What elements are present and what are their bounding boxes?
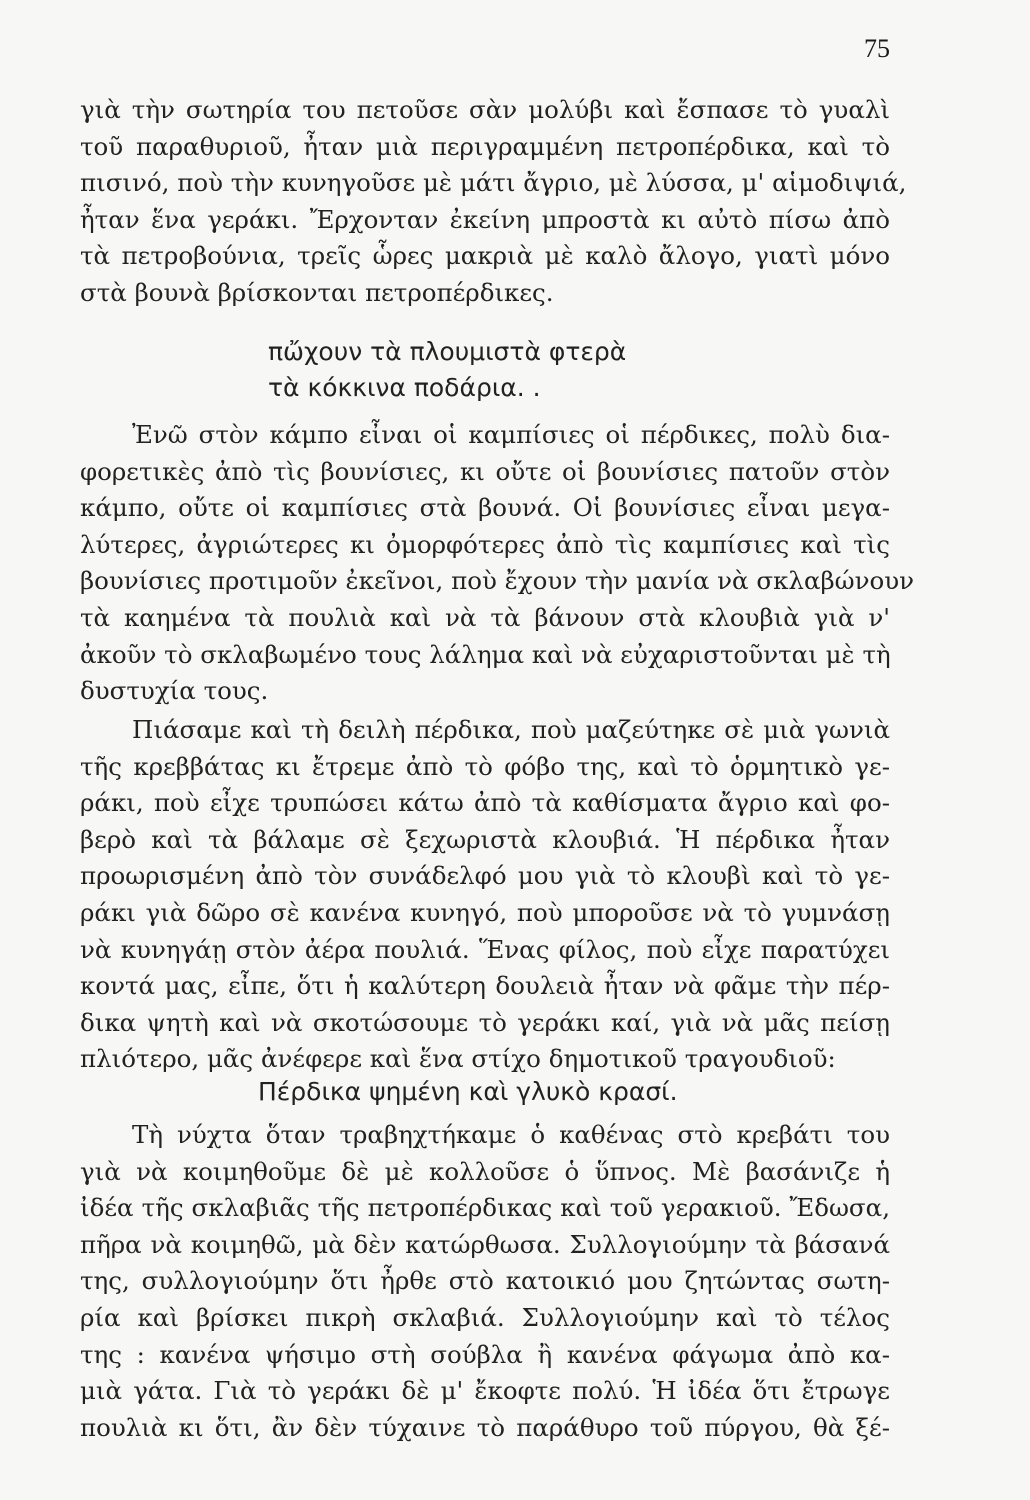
text-line: ράκι, ποὺ εἶχε τρυπώσει κάτω ἀπὸ τὰ καθίσματα ἄγριο καὶ φο- xyxy=(80,788,890,818)
text-line: προωρισμένη ἀπὸ τὸν συνάδελφό μου γιὰ τὸ κλουβὶ καὶ τὸ γε- xyxy=(80,861,890,891)
verse-line: τὰ κόκκινα ποδάρια. . xyxy=(268,373,541,402)
text-line: της, συλλογιούμην ὅτι ἦρθε στὸ κατοικιό μου ζητώντας σωτη- xyxy=(80,1266,890,1296)
page-number: 75 xyxy=(864,34,890,63)
text-line: πῆρα νὰ κοιμηθῶ, μὰ δὲν κατώρθωσα. Συλλογιούμην τὰ βάσανά xyxy=(80,1229,890,1259)
text-line: βερὸ καὶ τὰ βάλαμε σὲ ξεχωριστὰ κλουβιά. Ἡ πέρδικα ἦταν xyxy=(80,824,890,854)
verse-line: Πέρδικα ψημένη καὶ γλυκὸ κρασί. xyxy=(258,1077,678,1106)
text-line: ἰδέα τῆς σκλαβιᾶς τῆς πετροπέρδικας καὶ τοῦ γερακιοῦ. Ἔδωσα, xyxy=(80,1193,890,1223)
text-line: λύτερες, ἀγριώτερες κι ὀμορφότερες ἀπὸ τὶς καμπίσιες καὶ τὶς xyxy=(80,529,890,559)
text-line: πισινό, ποὺ τὴν κυνηγοῦσε μὲ μάτι ἄγριο, μὲ λύσσα, μ' αἱμοδιψιά, xyxy=(80,168,907,198)
text-line: της : κανένα ψήσιμο στὴ σούβλα ἢ κανένα φάγωμα ἀπὸ κα- xyxy=(80,1339,890,1369)
text-line: στὰ βουνὰ βρίσκονται πετροπέρδικες. xyxy=(80,277,554,307)
text-line: ρία καὶ βρίσκει πικρὴ σκλαβιά. Συλλογιούμην καὶ τὸ τέλος xyxy=(80,1302,890,1332)
text-line: Πιάσαμε καὶ τὴ δειλὴ πέρδικα, ποὺ μαζεύτηκε σὲ μιὰ γωνιὰ xyxy=(132,715,890,744)
text-line: τὰ καημένα τὰ πουλιὰ καὶ νὰ τὰ βάνουν στὰ κλουβιὰ γιὰ ν' xyxy=(80,602,890,632)
text-line: δικα ψητὴ καὶ νὰ σκοτώσουμε τὸ γεράκι καί, γιὰ νὰ μᾶς πείσῃ xyxy=(80,1007,890,1037)
text-line: τὰ πετροβούνια, τρεῖς ὧρες μακριὰ μὲ καλὸ ἄλογο, γιατὶ μόνο xyxy=(80,241,890,271)
text-line: πλιότερο, μᾶς ἀνέφερε καὶ ἕνα στίχο δημοτικοῦ τραγουδιοῦ: xyxy=(80,1044,836,1074)
paragraph-1 xyxy=(80,92,907,312)
text-line: τῆς κρεββάτας κι ἔτρεμε ἀπὸ τὸ φόβο της, καὶ τὸ ὁρμητικὸ γε- xyxy=(80,751,890,781)
text-line: Ἐνῶ στὸν κάμπο εἶναι οἱ καμπίσιες οἱ πέρδικες, πολὺ δια- xyxy=(132,420,890,449)
text-line: πουλιὰ κι ὅτι, ἂν δὲν τύχαινε τὸ παράθυρο τοῦ πύργου, θὰ ξέ- xyxy=(80,1412,890,1442)
text-line: μιὰ γάτα. Γιὰ τὸ γεράκι δὲ μ' ἔκοφτε πολύ. Ἡ ἰδέα ὅτι ἔτρωγε xyxy=(80,1376,890,1406)
paragraph-2 xyxy=(80,417,915,710)
text-line: τοῦ παραθυριοῦ, ἦταν μιὰ περιγραμμένη πετροπέρδικα, καὶ τὸ xyxy=(80,131,890,161)
text-line: κάμπο, οὔτε οἱ καμπίσιες στὰ βουνά. Οἱ βουνίσιες εἶναι μεγα- xyxy=(80,493,890,523)
text-line: δυστυχία τους. xyxy=(80,676,269,706)
paragraph-4 xyxy=(80,1117,890,1446)
text-line: ἦταν ἕνα γεράκι. Ἔρχονταν ἐκείνη μπροστὰ κι αὐτὸ πίσω ἀπὸ xyxy=(80,204,890,234)
text-line: γιὰ τὴν σωτηρία του πετοῦσε σὰν μολύβι καὶ ἔσπασε τὸ γυαλὶ xyxy=(80,95,890,124)
verse-line: πὤχουν τὰ πλουμιστὰ φτερὰ xyxy=(268,337,627,366)
text-line: ἀκοῦν τὸ σκλαβωμένο τους λάλημα καὶ νὰ εὐχαριστοῦνται μὲ τὴ xyxy=(80,639,891,669)
text-line: βουνίσιες προτιμοῦν ἐκεῖνοι, ποὺ ἔχουν τὴν μανία νὰ σκλαβώνουν xyxy=(80,566,915,596)
text-line: νὰ κυνηγάῃ στὸν ἀέρα πουλιά. Ἕνας φίλος, ποὺ εἶχε παρατύχει xyxy=(80,934,890,964)
text-line: κοντά μας, εἶπε, ὅτι ἡ καλύτερη δουλειὰ ἦταν νὰ φᾶμε τὴν πέρ- xyxy=(80,971,890,1001)
paragraph-3 xyxy=(80,712,890,1078)
text-line: γιὰ νὰ κοιμηθοῦμε δὲ μὲ κολλοῦσε ὁ ὕπνος. Μὲ βασάνιζε ἡ xyxy=(80,1156,890,1186)
text-line: Τὴ νύχτα ὅταν τραβηχτήκαμε ὁ καθένας στὸ κρεβάτι του xyxy=(132,1120,890,1149)
text-line: ράκι γιὰ δῶρο σὲ κανένα κυνηγό, ποὺ μποροῦσε νὰ τὸ γυμνάσῃ xyxy=(80,897,890,927)
text-line: φορετικὲς ἀπὸ τὶς βουνίσιες, κι οὔτε οἱ βουνίσιες πατοῦν στὸν xyxy=(80,456,890,486)
